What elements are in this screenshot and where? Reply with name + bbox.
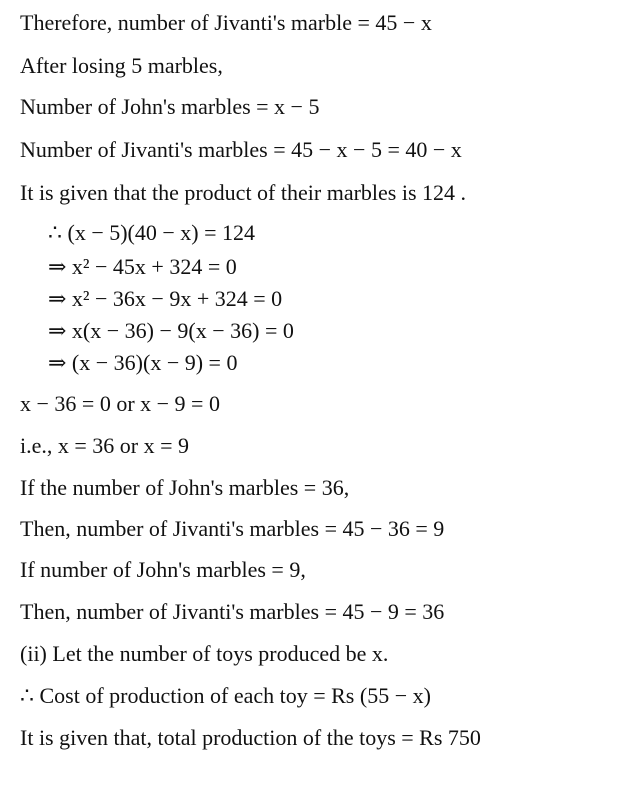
solution-line: i.e., x = 36 or x = 9: [20, 433, 190, 458]
equation-line: ∴ (x − 5)(40 − x) = 124: [48, 220, 256, 245]
solution-line: Then, number of Jivanti's marbles = 45 − 9 = 36: [20, 599, 445, 624]
solution-line: If number of John's marbles = 9,: [20, 557, 306, 582]
solution-line: (ii) Let the number of toys produced be x.: [20, 641, 389, 666]
equation-line: ⇒ x² − 36x − 9x + 324 = 0: [48, 286, 283, 311]
solution-line: Number of John's marbles = x − 5: [20, 94, 320, 119]
solution-line: It is given that the product of their marbles is 124 .: [20, 180, 467, 205]
solution-line: It is given that, total production of the toys = Rs 750: [20, 725, 481, 750]
equation-line: ⇒ x² − 45x + 324 = 0: [48, 254, 237, 279]
equation-line: ⇒ (x − 36)(x − 9) = 0: [48, 350, 238, 375]
solution-line: After losing 5 marbles,: [20, 53, 223, 78]
solution-line: If the number of John's marbles = 36,: [20, 475, 350, 500]
equation-line: ⇒ x(x − 36) − 9(x − 36) = 0: [48, 318, 294, 343]
solution-line: Number of Jivanti's marbles = 45 − x − 5 = 40 − x: [20, 137, 462, 162]
solution-line: ∴ Cost of production of each toy = Rs (55 − x): [20, 683, 431, 708]
solution-line: Therefore, number of Jivanti's marble = 45 − x: [20, 10, 432, 35]
solution-line: x − 36 = 0 or x − 9 = 0: [20, 391, 220, 416]
solution-line: Then, number of Jivanti's marbles = 45 − 36 = 9: [20, 516, 445, 541]
